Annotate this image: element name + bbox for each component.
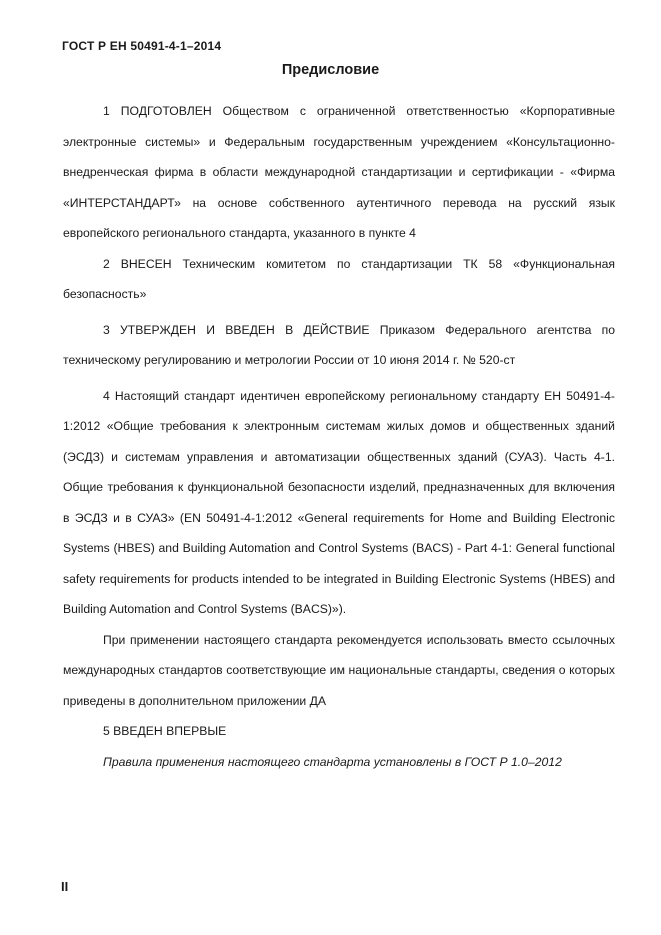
paragraph-3-approved: 3 УТВЕРЖДЕН И ВВЕДЕН В ДЕЙСТВИЕ Приказом Федерального агентства по техническому регулированию и метрологии России от 10 июня 2014 г. № 520-ст — [63, 322, 615, 367]
document-code-header: ГОСТ Р ЕН 50491-4-1–2014 — [62, 39, 222, 53]
paragraph-2-introduced: 2 ВНЕСЕН Техническим комитетом по стандартизации ТК 58 «Функциональная безопасность» — [63, 256, 615, 301]
paragraph-application-note: При применении настоящего стандарта рекомендуется использовать вместо ссылочных международных стандартов соответствующие им национальные стандарты, сведения о которых приведены в дополнительном приложении ДА — [63, 632, 615, 708]
paragraph-5-first-introduced: 5 ВВЕДЕН ВПЕРВЫЕ — [103, 724, 227, 738]
paragraph-4-identical-standard: 4 Настоящий стандарт идентичен европейскому региональному стандарту ЕН 50491-4-1:2012 «Общие требования к электронным системам жилых домов и общественных зданий (ЭСДЗ) и системам управления и автоматизации общественных зданий (СУАЗ). Часть 4-1. Общие требования к функциональной безопасности изделий, предназначенных для включения в ЭСДЗ и в СУАЗ» (EN 50491-4-1:2012 «General requirements for Home and Building Electronic Systems (HBES) and Building Automation and Control Systems (BACS) - Part 4-1: General functional safety requirements for products intended to be integrated in Building Electronic Systems (HBES) and Building Automation and Control Systems (BACS)»). — [63, 388, 615, 616]
page-title: Предисловие — [281, 62, 380, 78]
paragraph-rules-note: Правила применения настоящего стандарта установлены в ГОСТ Р 1.0–2012 — [103, 754, 562, 769]
paragraph-1-prepared: 1 ПОДГОТОВЛЕН Обществом с ограниченной ответственностью «Корпоративные электронные системы» и Федеральным государственным учреждением «Консультационно-внедренческая фирма в области международной стандартизации и сертификации - «Фирма «ИНТЕРСТАНДАРТ» на основе собственного аутентичного перевода на русский язык европейского регионального стандарта, указанного в пункте 4 — [63, 104, 615, 240]
foreword-body — [63, 96, 615, 777]
page-number: II — [61, 879, 69, 894]
